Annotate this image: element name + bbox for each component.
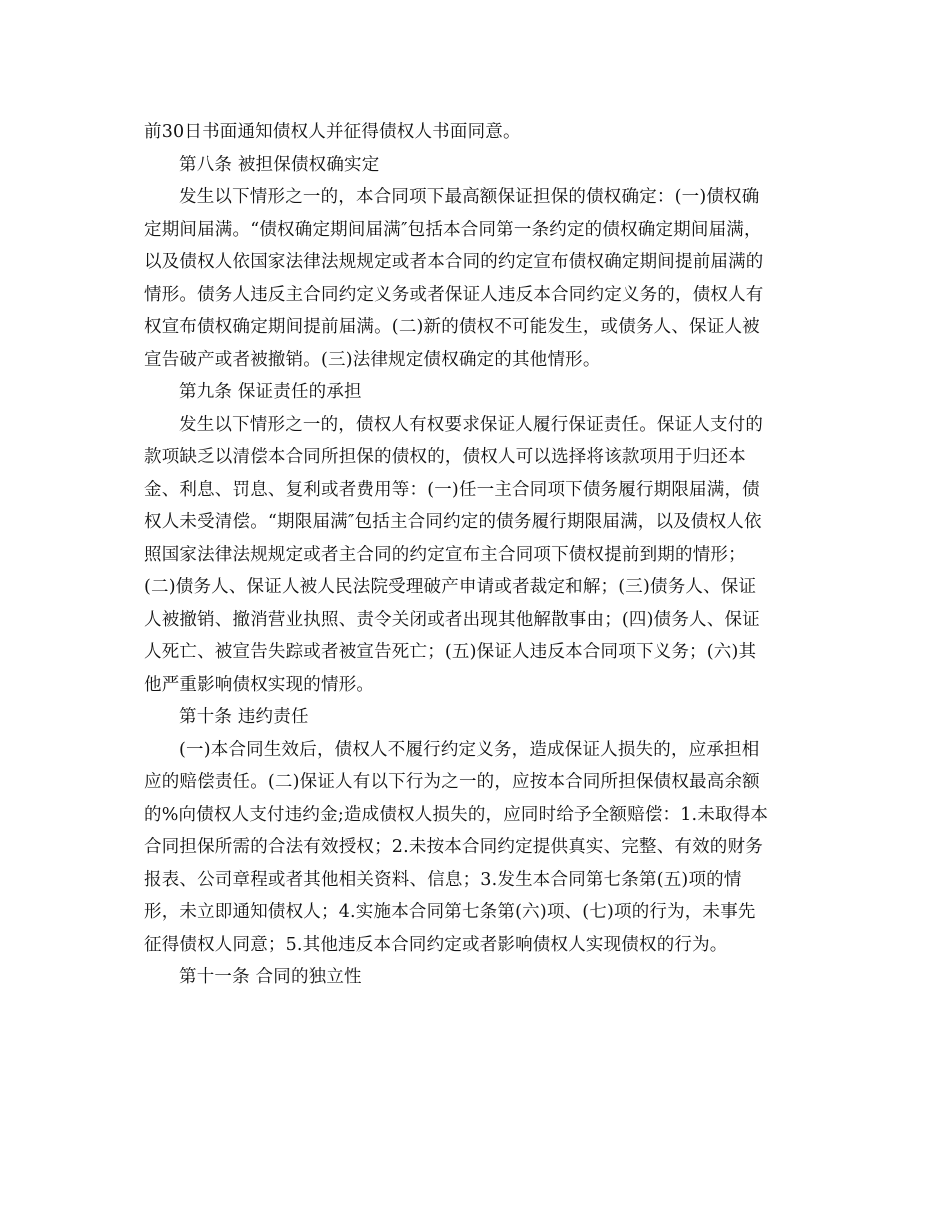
body-line: (一)本合同生效后，债权人不履行约定义务，造成保证人损失的，应承担相 xyxy=(179,739,760,760)
body-line: 金、利息、罚息、复利或者费用等：(一)任一主合同项下债务履行期限届满，债 xyxy=(144,479,760,500)
body-line: 人被撤销、撤消营业执照、责令关闭或者出现其他解散事由；(四)债务人、保证 xyxy=(144,609,760,630)
body-line: 权宣布债权确定期间提前届满。(二)新的债权不可能发生，或债务人、保证人被 xyxy=(144,317,760,337)
body-line: 宣告破产或者被撤销。(三)法律规定债权确定的其他情形。 xyxy=(144,349,601,370)
body-line: 照国家法律法规规定或者主合同的约定宣布主合同项下债权提前到期的情形； xyxy=(144,544,746,565)
body-line: 款项缺乏以清偿本合同所担保的债权的，债权人可以选择将该款项用于归还本 xyxy=(144,447,746,467)
body-line: 前30日书面通知债权人并征得债权人书面同意。 xyxy=(144,122,521,142)
article-11-heading: 第十一条 合同的独立性 xyxy=(179,967,362,987)
article-9-heading: 第九条 保证责任的承担 xyxy=(179,382,362,402)
body-line: (二)债务人、保证人被人民法院受理破产申请或者裁定和解；(三)债务人、保证 xyxy=(144,577,757,597)
body-line: 以及债权人依国家法律法规规定或者本合同的约定宣布债权确定期间提前届满的 xyxy=(144,252,764,272)
article-8-heading: 第八条 被担保债权确实定 xyxy=(179,154,380,175)
body-line: 他严重影响债权实现的情形。 xyxy=(144,674,375,695)
body-line: 权人未受清偿。“期限届满″包括主合同约定的债务履行期限届满，以及债权人依 xyxy=(144,512,762,532)
body-line: 形，未立即通知债权人；4.实施本合同第七条第(六)项、(七)项的行为，未事先 xyxy=(144,902,756,922)
body-line: 定期间届满。“债权确定期间届满″包括本合同第一条约定的债权确定期间届满， xyxy=(144,219,762,240)
body-line: 情形。债务人违反主合同约定义务或者保证人违反本合同约定义务的，债权人有 xyxy=(144,284,764,305)
body-line: 征得债权人同意；5.其他违反本合同约定或者影响债权人实现债权的行为。 xyxy=(144,934,728,955)
body-line: 报表、公司章程或者其他相关资料、信息；3.发生本合同第七条第(五)项的情 xyxy=(144,869,742,890)
article-10-heading: 第十条 违约责任 xyxy=(179,707,309,727)
body-line: 应的赔偿责任。(二)保证人有以下行为之一的，应按本合同所担保债权最高余额 xyxy=(144,772,760,792)
body-line: 人死亡、被宣告失踪或者被宣告死亡；(五)保证人违反本合同项下义务；(六)其 xyxy=(144,642,757,662)
body-line: 合同担保所需的合法有效授权；2.未按本合同约定提供真实、完整、有效的财务 xyxy=(144,837,763,857)
body-line: 的%向债权人支付违约金;造成债权人损失的，应同时给予全额赔偿：1.未取得本 xyxy=(144,804,769,825)
body-line: 发生以下情形之一的，债权人有权要求保证人履行保证责任。保证人支付的 xyxy=(179,414,764,435)
body-line: 发生以下情形之一的，本合同项下最高额保证担保的债权确定：(一)债权确 xyxy=(179,187,760,207)
